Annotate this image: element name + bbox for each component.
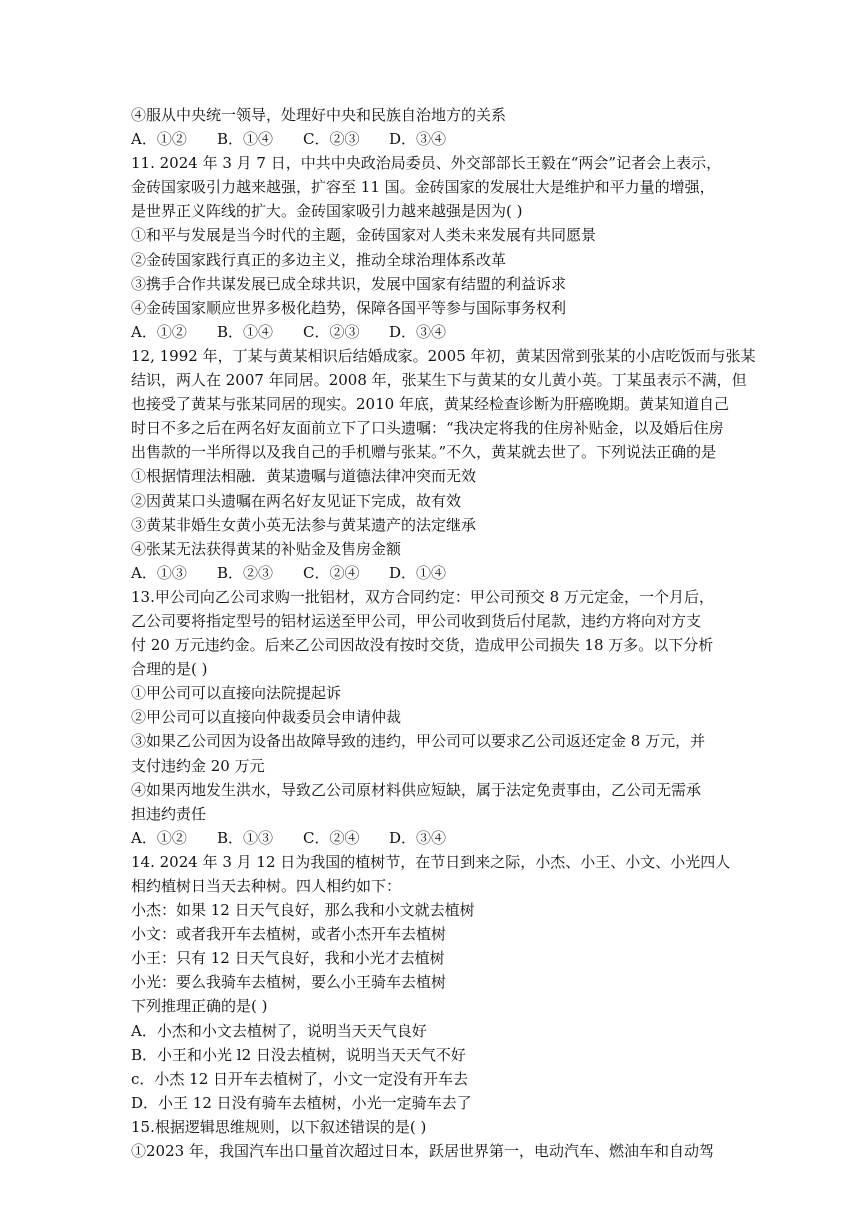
q10-option-4: ④服从中央统一领导，处理好中央和民族自治地方的关系 — [131, 106, 507, 124]
q10-choice-b: B．①④ — [217, 130, 274, 149]
q14-line: 14. 2024 年 3 月 12 日为我国的植树节，在节日到来之际，小杰、小王、小文、小光四人 — [131, 852, 731, 871]
q12-choice-a: A．①③ — [131, 563, 187, 582]
q12-option-2: ②因黄某口头遗嘱在两名好友见证下完成，故有效 — [131, 491, 462, 510]
q11-option-2: ②金砖国家践行真正的多边主义，推动全球治理体系改革 — [131, 250, 507, 269]
q12-line: 时日不多之后在两名好友面前立下了口头遗嘱：“我决定将我的住房补贴金，以及婚后住房 — [131, 419, 724, 438]
exam-page — [131, 103, 756, 1163]
q12-line: 出售款的一半所得以及我自己的手机赠与张某。”不久，黄某就去世了。下列说法正确的是 — [131, 443, 717, 462]
question-12 — [131, 344, 756, 585]
q13-option-2: ②甲公司可以直接向仲裁委员会申请仲裁 — [131, 708, 402, 727]
q14-choice-a: A．小杰和小文去植树了，说明当天天气良好 — [131, 1021, 427, 1040]
q11-choice-b: B．①④ — [217, 322, 274, 341]
question-11 — [131, 151, 731, 344]
q12-option-3: ③黄某非婚生女黄小英无法参与黄某遗产的法定继承 — [131, 515, 477, 534]
q10-choices — [131, 127, 731, 151]
q11-option-1: ①和平与发展是当今时代的主题，金砖国家对人类未来发展有共同愿景 — [131, 226, 597, 245]
q13-choice-a: A．①② — [131, 828, 187, 847]
q13-choice-d: D．③④ — [389, 828, 447, 847]
q13-line: 13.甲公司向乙公司求购一批铝材，双方合同约定：甲公司预交 8 万元定金，一个月后， — [131, 587, 714, 606]
q11-line: 金砖国家吸引力越来越强，扩容至 11 国。金砖国家的发展壮大是维护和平力量的增强， — [131, 178, 715, 197]
q14-statement: 小王：只有 12 日天气良好，我和小光才去植树 — [131, 949, 445, 968]
q14-choice-b: B．小王和小光 l2 日没去植树，说明当天天气不好 — [131, 1045, 466, 1064]
question-15 — [131, 1115, 731, 1163]
q12-line: 12, 1992 年，丁某与黄某相识后结婚成家。2005 年初，黄某因常到张某的小店吃饭而与张某 — [131, 346, 756, 365]
q15-option-1: ①2023 年，我国汽车出口量首次超过日本，跃居世界第一，电动汽车、燃油车和自动驾 — [131, 1142, 714, 1161]
q11-line: 11. 2024 年 3 月 7 日，中共中央政治局委员、外交部部长王毅在“两会”记者会上表示， — [131, 154, 722, 173]
q14-statement: 小文：或者我开车去植树，或者小杰开车去植树 — [131, 925, 447, 944]
q13-choice-c: C．②④ — [303, 828, 360, 847]
question-14 — [131, 850, 731, 1115]
q13-option-4: ④如果丙地发生洪水，导致乙公司原材料供应短缺，属于法定免责事由，乙公司无需承 — [131, 780, 702, 799]
q14-prompt: 下列推理正确的是( ) — [131, 997, 268, 1016]
q14-statement: 小杰：如果 12 日天气良好，那么我和小文就去植树 — [131, 901, 475, 920]
q10-choice-d: D．③④ — [389, 130, 447, 149]
q10-choice-c: C．②③ — [303, 130, 360, 149]
q12-option-1: ①根据情理法相融．黄某遗嘱与道德法律冲突而无效 — [131, 467, 477, 486]
q13-option-1: ①甲公司可以直接向法院提起诉 — [131, 684, 342, 703]
q11-choices — [131, 320, 731, 344]
q13-option-3-cont: 支付违约金 20 万元 — [131, 756, 265, 775]
q14-statement: 小光：要么我骑车去植树，要么小王骑车去植树 — [131, 973, 447, 992]
q12-line: 也接受了黄某与张某同居的现实。2010 年底，黄某经检查诊断为肝癌晚期。黄某知道自己 — [131, 395, 729, 414]
q11-choice-c: C．②③ — [303, 322, 360, 341]
q13-choice-b: B．①③ — [217, 828, 274, 847]
q14-choice-c: c．小杰 12 日开车去植树了，小文一定没有开车去 — [131, 1069, 469, 1088]
q12-choice-c: C．②④ — [303, 563, 360, 582]
q13-choices — [131, 826, 731, 850]
q12-choice-b: B．②③ — [217, 563, 274, 582]
q10-choice-a: A．①② — [131, 130, 187, 149]
q15-line: 15.根据逻辑思维规则，以下叙述错误的是( ) — [131, 1117, 427, 1136]
question-13 — [131, 585, 731, 850]
q13-line: 合理的是( ) — [131, 660, 208, 679]
q13-option-4-cont: 担违约责任 — [131, 804, 207, 823]
q11-choice-a: A．①② — [131, 322, 187, 341]
q12-choice-d: D．①④ — [389, 563, 447, 582]
q12-choices — [131, 561, 731, 585]
q12-option-4: ④张某无法获得黄某的补贴金及售房金额 — [131, 539, 402, 558]
q11-option-4: ④金砖国家顺应世界多极化趋势，保障各国平等参与国际事务权利 — [131, 298, 567, 317]
q11-line: 是世界正义阵线的扩大。金砖国家吸引力越来越强是因为( ) — [131, 202, 523, 221]
q11-option-3: ③携手合作共谋发展已成全球共识，发展中国家有结盟的利益诉求 — [131, 274, 567, 293]
q13-line: 乙公司要将指定型号的铝材运送至甲公司，甲公司收到货后付尾款，违约方将向对方支 — [131, 611, 702, 630]
q13-option-3: ③如果乙公司因为设备出故障导致的违约，甲公司可以要求乙公司返还定金 8 万元，并 — [131, 732, 706, 751]
q13-line: 付 20 万元违约金。后来乙公司因故没有按时交货，造成甲公司损失 18 万多。以下分析 — [131, 636, 714, 655]
q14-choice-d: D．小王 12 日没有骑车去植树，小光一定骑车去了 — [131, 1093, 472, 1112]
q11-choice-d: D．③④ — [389, 322, 447, 341]
q12-line: 结识，两人在 2007 年同居。2008 年，张某生下与黄某的女儿黄小英。丁某虽表示不满，但 — [131, 371, 747, 390]
q14-line: 相约植树日当天去种树。四人相约如下： — [131, 877, 402, 895]
